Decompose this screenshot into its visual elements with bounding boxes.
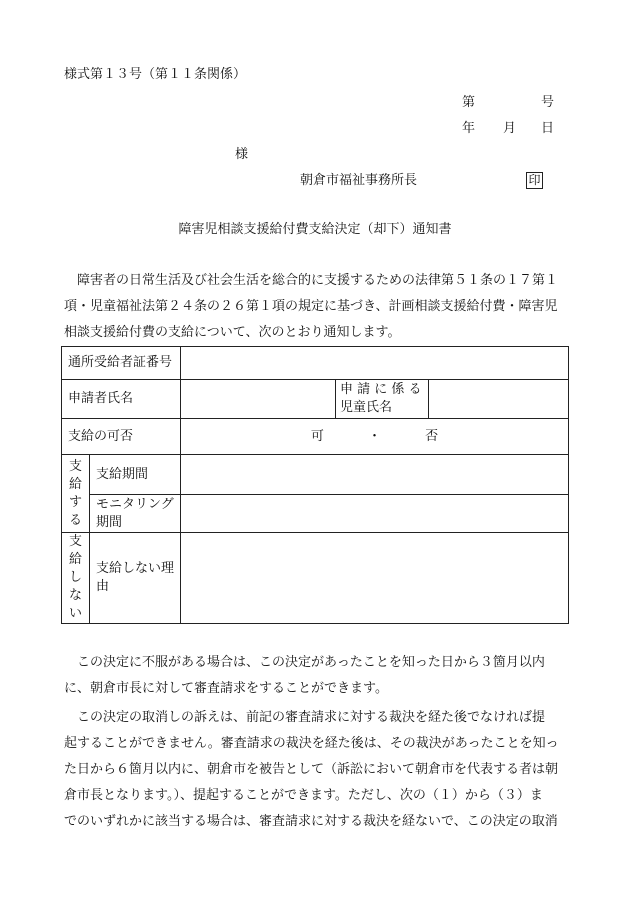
deny-group-char: な xyxy=(68,588,82,603)
grant-group-char: る xyxy=(68,512,82,528)
grant-period-row xyxy=(62,455,569,495)
lawsuit-notice-line-3: た日から６箇月以内に、朝倉市を被告として（訴訟において朝倉市を代表する者は朝 xyxy=(64,762,559,777)
issuer-name: 朝倉市福祉事務所長 xyxy=(300,173,418,188)
seal-mark: 印 xyxy=(526,172,543,189)
intro-line-1: 障害者の日常生活及び社会生活を総合的に支援するための法律第５１条の１７第１ xyxy=(77,273,559,288)
denial-row xyxy=(62,533,569,624)
applicant-name-label: 申請者氏名 xyxy=(62,380,181,419)
monitoring-period-label xyxy=(90,495,181,533)
document-number-prefix: 第 xyxy=(462,95,476,110)
date-day-label: 日 xyxy=(541,121,555,136)
intro-line-2: 項・児童福祉法第２４条の２６第１項の規定に基づき、計画相談支援給付費・障害児 xyxy=(64,299,558,314)
decision-row xyxy=(62,419,569,455)
lawsuit-notice-line-5: でのいずれかに該当する場合は、審査請求に対する裁決を経ないで、この決定の取消 xyxy=(64,814,558,829)
denial-reason-field[interactable] xyxy=(181,533,569,624)
monitoring-label-line-1: モニタリング xyxy=(96,496,174,512)
appeal-notice-paragraph xyxy=(64,650,572,702)
monitoring-label-line-2: 期間 xyxy=(96,514,123,530)
cert-number-row xyxy=(62,347,569,380)
grant-group-char: す xyxy=(68,494,82,510)
denial-reason-line-2: 由 xyxy=(96,579,110,594)
option-separator: ・ xyxy=(368,428,382,444)
decision-options xyxy=(181,419,569,455)
date-month-label: 月 xyxy=(503,121,517,136)
denial-reason-label xyxy=(90,533,181,624)
monitoring-period-field[interactable] xyxy=(181,495,569,533)
lawsuit-notice-line-2: 起することができません。審査請求の裁決を経た後は、その裁決があったことを知っ xyxy=(64,736,559,751)
date-year-label: 年 xyxy=(462,121,476,136)
denial-reason-line-1: 支給しない理 xyxy=(96,561,175,576)
decision-form-table xyxy=(61,346,569,624)
cert-number-label: 通所受給者証番号 xyxy=(62,347,181,380)
grant-group-char: 給 xyxy=(68,476,82,492)
appeal-notice-line-1: この決定に不服がある場合は、この決定があったことを知った日から３箇月以内 xyxy=(77,655,545,670)
approve-option[interactable]: 可 xyxy=(310,428,324,444)
child-name-label xyxy=(336,380,429,419)
child-name-label-line-1: 申 請 に 係 る xyxy=(340,382,422,397)
intro-paragraph xyxy=(64,268,572,346)
intro-line-3: 相談支援給付費の支給について、次のとおり通知します。 xyxy=(64,325,401,340)
deny-group-label xyxy=(62,533,90,624)
child-name-label-line-2: 児童氏名 xyxy=(340,400,393,415)
grant-period-field[interactable] xyxy=(181,455,569,495)
monitoring-row xyxy=(62,495,569,533)
appeal-notice-line-2: に、朝倉市長に対して審査請求をすることができます。 xyxy=(64,681,388,696)
deny-group-char: し xyxy=(68,570,82,585)
decision-label: 支給の可否 xyxy=(62,419,181,455)
recipient-honorific: 様 xyxy=(235,147,249,162)
lawsuit-notice-line-4: 倉市長となります。）、提起することができます。ただし、次の（１）から（３）ま xyxy=(64,788,543,803)
deny-group-char: い xyxy=(68,606,82,621)
document-title: 障害児相談支援給付費支給決定（却下）通知書 xyxy=(178,222,452,237)
grant-group-char: 支 xyxy=(68,458,82,474)
grant-group-label xyxy=(62,455,90,533)
lawsuit-notice-line-1: この決定の取消しの訴えは、前記の審査請求に対する裁決を経た後でなければ提 xyxy=(77,710,546,725)
deny-group-char: 給 xyxy=(68,552,82,567)
applicant-name-field[interactable] xyxy=(181,380,336,419)
document-number-suffix: 号 xyxy=(541,95,555,110)
form-number-label: 様式第１３号（第１１条関係） xyxy=(64,67,247,82)
applicant-row xyxy=(62,380,569,419)
lawsuit-notice-paragraph xyxy=(64,705,572,835)
cert-number-field[interactable] xyxy=(181,347,569,380)
deny-group-char: 支 xyxy=(68,534,82,549)
child-name-field[interactable] xyxy=(429,380,569,419)
grant-period-label: 支給期間 xyxy=(90,455,181,495)
reject-option[interactable]: 否 xyxy=(425,428,439,444)
